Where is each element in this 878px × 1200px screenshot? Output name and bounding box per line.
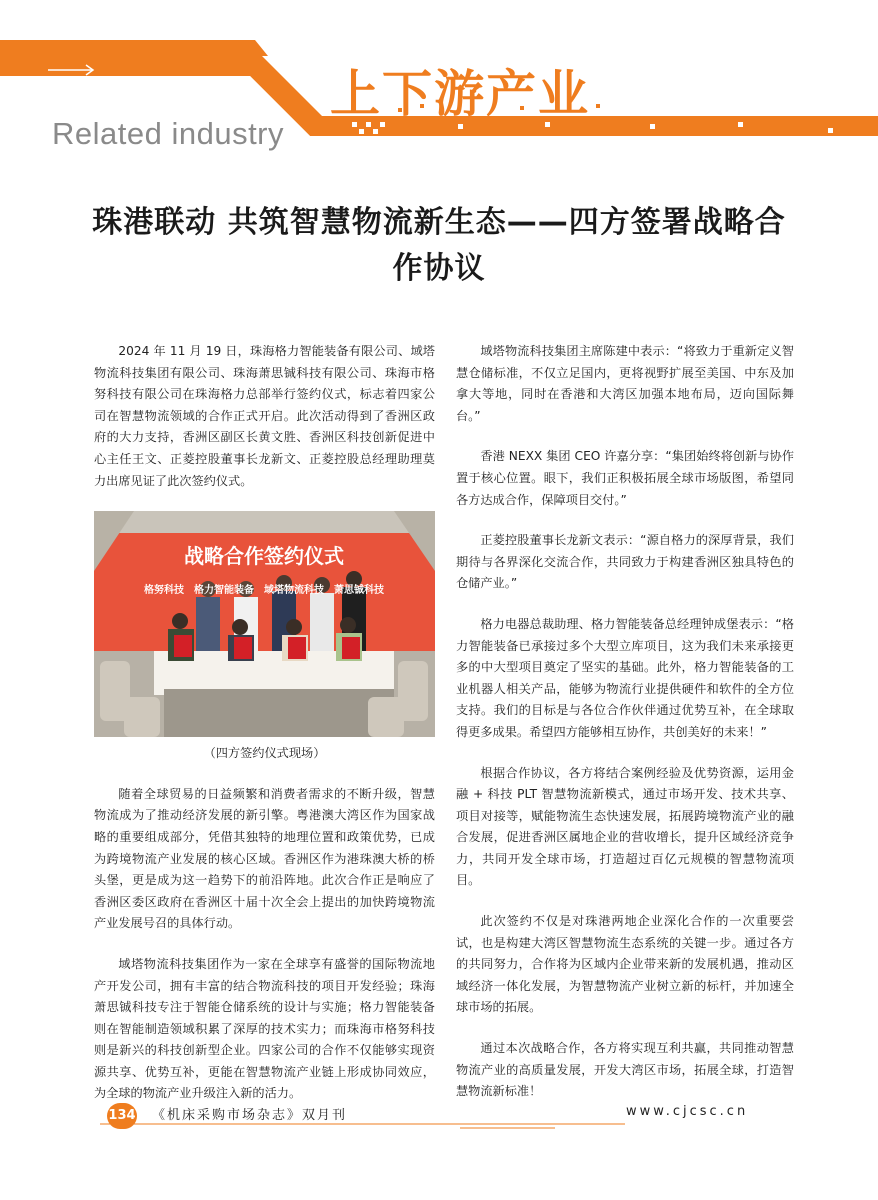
signing-ceremony-photo [94,511,435,737]
photo-caption: （四方签约仪式现场） [203,746,326,761]
photo-company-strip: 格努科技 格力智能装备 域塔物流科技 萧思铖科技 [144,585,384,597]
page-number: 134 [107,1103,137,1129]
section-title: 上下游产业 [330,65,590,123]
website-url[interactable]: www.cjcsc.cn [626,1104,749,1119]
photo-banner-text: 战略合作签约仪式 [184,544,344,569]
paragraph: 格力电器总裁助理、格力智能装备总经理钟成堡表示：“格力智能装备已承接过多个大型立库项目，这为我们未来承接更多的中大型项目奠定了坚实的基础。此外，格力智能装备的工业机器人相关产品，能够为物流行业提供硬件和软件的全方位支持。我们的目标是与各位合作伙伴通过优势互补，在全球取得更多成果。希望四方能够相互协作，共创美好的未来！” [456,616,794,739]
paragraph: 香港 NEXX 集团 CEO 许嘉分享：“集团始终将创新与协作置于核心位置。眼下，我们正积极拓展全球市场版图，希望同各方达成合作，保障项目交付。” [456,449,794,507]
article-headline: 珠港联动 共筑智慧物流新生态——四方签署战略合作协议 [92,205,786,286]
paragraph: 域塔物流科技集团主席陈建中表示：“将致力于重新定义智慧仓储标准，不仅立足国内，更将视野扩展至美国、中东及加拿大等地，同时在香港和大湾区加强本地布局，迈向国际舞台。” [456,344,794,423]
paragraph: 2024 年 11 月 19 日，珠海格力智能装备有限公司、域塔物流科技集团有限公司、珠海萧思铖科技有限公司、珠海市格努科技有限公司在珠海格力总部举行签约仪式，标志着四家公司在智慧物流领域的合作正式开启。此次活动得到了香洲区政府的大力支持，香洲区副区长黄文胜、香洲区科技创新促进中心主任王文、正菱控股董事长龙新文、正菱控股总经理助理莫力出席见证了此次签约仪式。 [94,344,435,488]
paragraph: 随着全球贸易的日益频繁和消费者需求的不断升级，智慧物流成为了推动经济发展的新引擎。粤港澳大湾区作为国家战略的重要组成部分，凭借其独特的地理位置和政策优势，已成为跨境物流产业发展的核心区域。香洲区作为港珠澳大桥的桥头堡，更是成为这一趋势下的前沿阵地。此次合作正是响应了香洲区委区政府在香洲区十届十次全会上提出的加快跨境物流产业发展号召的具体行动。 [94,786,435,931]
left-column [94,341,435,1124]
paragraph: 通过本次战略合作，各方将实现互利共赢，共同推动智慧物流产业的高质量发展，开发大湾区市场，拓展全球，打造智慧物流新标准！ [456,1041,794,1099]
paragraph: 此次签约不仅是对珠港两地企业深化合作的一次重要尝试，也是构建大湾区智慧物流生态系统的关键一步。通过各方的共同努力，合作将为区域内企业带来新的发展机遇，推动区域经济一体化发展，为智慧物流产业树立新的标杆，并加速全球市场的拓展。 [456,914,794,1015]
section-subtitle: Related industry [52,116,285,151]
magazine-name: 《机床采购市场杂志》双月刊 [152,1108,348,1123]
paragraph: 域塔物流科技集团作为一家在全球享有盛誉的国际物流地产开发公司，拥有丰富的结合物流科技的项目开发经验；珠海萧思铖科技专注于智能仓储系统的设计与实施；格力智能装备则在智能制造领域积累了深厚的技术实力；而珠海市格努科技则是新兴的科技创新型企业。四家公司的合作不仅能够实现资源共享、优势互补，更能在智慧物流产业链上形成协同效应，为全球的物流产业升级注入新的活力。 [94,956,435,1101]
paragraph: 正菱控股董事长龙新文表示：“源自格力的深厚背景，我们期待与各界深化交流合作，共同致力于构建香洲区独具特色的仓储产业。” [456,533,794,591]
paragraph: 根据合作协议，各方将结合案例经验及优势资源，运用金融 + 科技 PLT 智慧物流新模式，通过市场开发、技术共享、项目对接等，赋能物流生态快速发展，拓展跨境物流产业的融合发展，促进香洲区属地企业的营收增长，提升区域经济竞争力，共同开发全球市场，打造超过百亿元规模的智慧物流项目。 [456,765,794,888]
right-column [456,341,794,1122]
